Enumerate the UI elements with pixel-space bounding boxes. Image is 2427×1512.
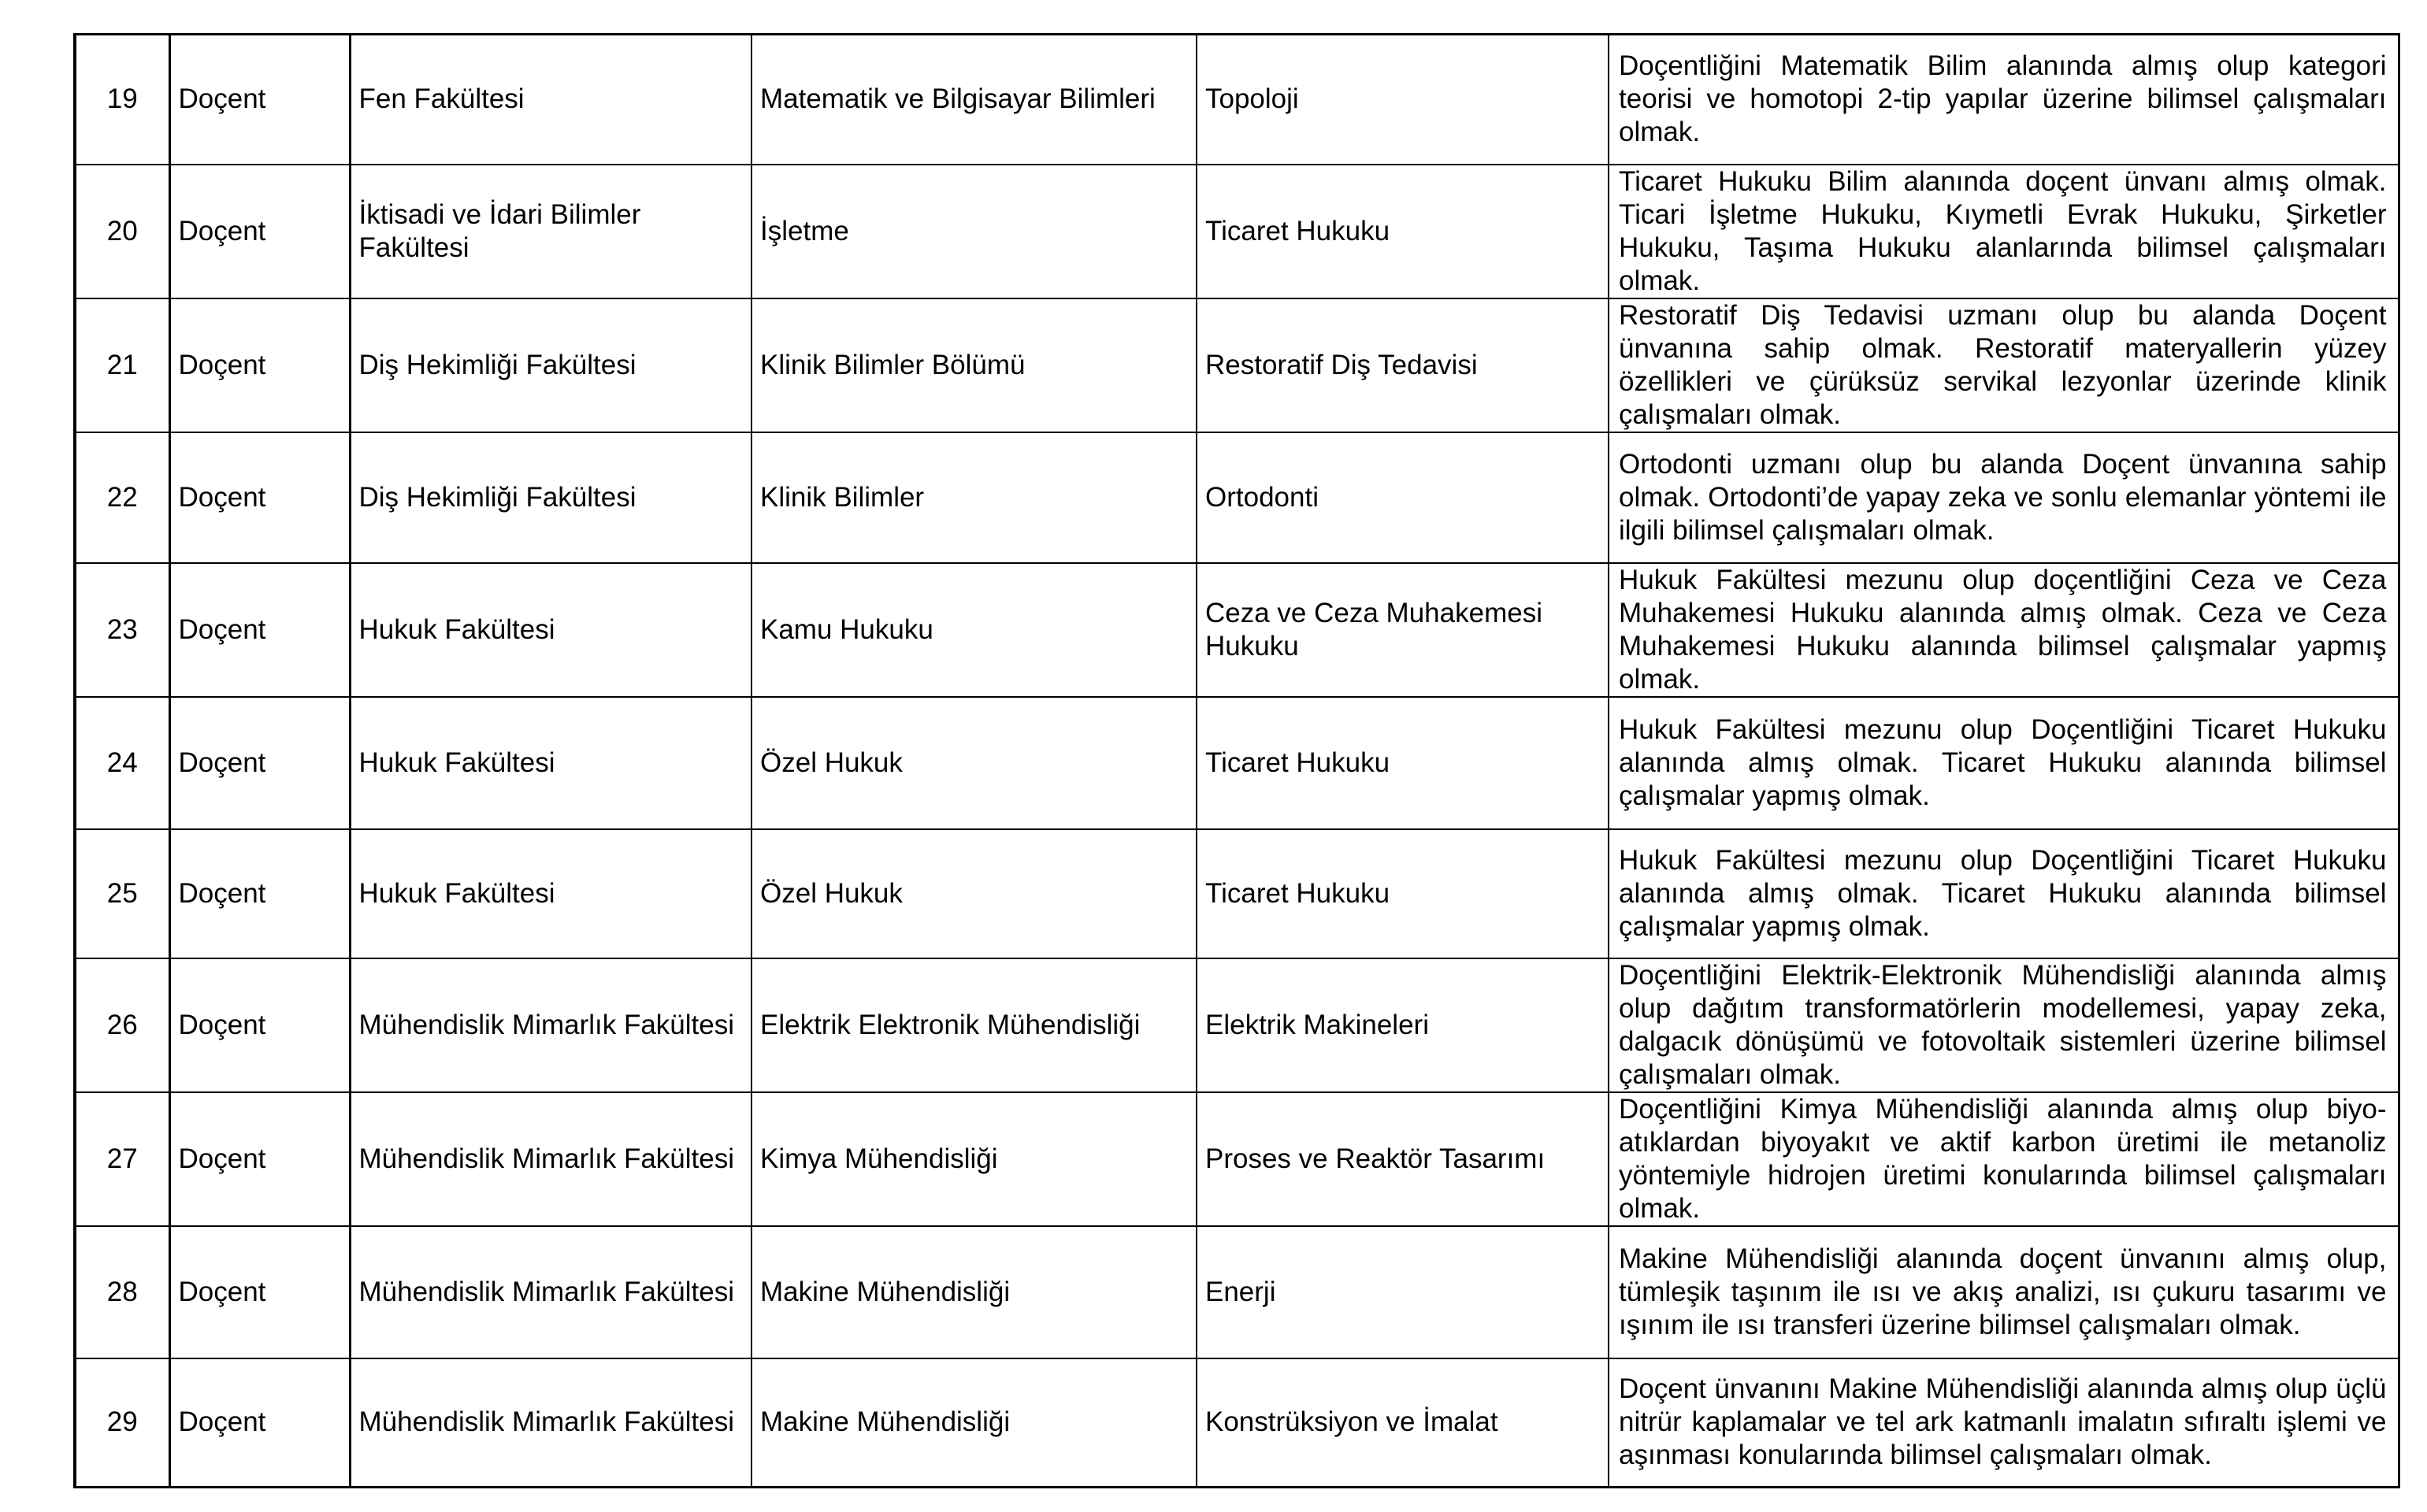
- faculty: Fen Fakültesi: [350, 35, 751, 165]
- field: Proses ve Reaktör Tasarımı: [1197, 1092, 1609, 1226]
- requirements: Hukuk Fakültesi mezunu olup Doçentliğini Ticaret Hukuku alanında almış olmak. Ticaret Hukuku alanında bilimsel çalışmalar yapmış olmak.: [1609, 697, 2399, 829]
- field: Ceza ve Ceza Muhakemesi Hukuku: [1197, 563, 1609, 697]
- faculty: Mühendislik Mimarlık Fakültesi: [350, 1092, 751, 1226]
- department: Matematik ve Bilgisayar Bilimleri: [751, 35, 1197, 165]
- requirements: Makine Mühendisliği alanında doçent ünvanını almış olup, tümleşik taşınım ile ısı ve akış analizi, ısı çukuru tasarımı ve ışınım ile ısı transferi üzerine bilimsel çalışmaları olmak.: [1609, 1226, 2399, 1358]
- faculty: Diş Hekimliği Fakültesi: [350, 432, 751, 563]
- table-row: [75, 432, 2399, 563]
- row-number: 20: [75, 165, 169, 298]
- faculty: Mühendislik Mimarlık Fakültesi: [350, 1226, 751, 1358]
- academic-title: Doçent: [169, 1358, 350, 1488]
- department: Klinik Bilimler: [751, 432, 1197, 563]
- row-number: 28: [75, 1226, 169, 1358]
- department: Makine Mühendisliği: [751, 1358, 1197, 1488]
- table-row: [75, 298, 2399, 432]
- field: Enerji: [1197, 1226, 1609, 1358]
- row-number: 25: [75, 829, 169, 958]
- field: Elektrik Makineleri: [1197, 958, 1609, 1092]
- requirements: Ticaret Hukuku Bilim alanında doçent ünvanı almış olmak. Ticari İşletme Hukuku, Kıymetli Evrak Hukuku, Şirketler Hukuku, Taşıma Hukuku alanlarında bilimsel çalışmaları olmak.: [1609, 165, 2399, 298]
- requirements: Doçentliğini Matematik Bilim alanında almış olup kategori teorisi ve homotopi 2-tip yapılar üzerine bilimsel çalışmaları olmak.: [1609, 35, 2399, 165]
- academic-title: Doçent: [169, 958, 350, 1092]
- field: Ticaret Hukuku: [1197, 697, 1609, 829]
- requirements: Ortodonti uzmanı olup bu alanda Doçent ünvanına sahip olmak. Ortodonti’de yapay zeka ve sonlu elemanlar yöntemi ile ilgili bilimsel çalışmaları olmak.: [1609, 432, 2399, 563]
- field: Ticaret Hukuku: [1197, 165, 1609, 298]
- faculty: Hukuk Fakültesi: [350, 563, 751, 697]
- department: Makine Mühendisliği: [751, 1226, 1197, 1358]
- academic-title: Doçent: [169, 298, 350, 432]
- faculty: Mühendislik Mimarlık Fakültesi: [350, 1358, 751, 1488]
- table-row: [75, 697, 2399, 829]
- row-number: 27: [75, 1092, 169, 1226]
- department: Elektrik Elektronik Mühendisliği: [751, 958, 1197, 1092]
- positions-table: [73, 33, 2400, 1488]
- faculty: Diş Hekimliği Fakültesi: [350, 298, 751, 432]
- department: Özel Hukuk: [751, 829, 1197, 958]
- department: Kimya Mühendisliği: [751, 1092, 1197, 1226]
- row-number: 21: [75, 298, 169, 432]
- row-number: 22: [75, 432, 169, 563]
- table-row: [75, 1358, 2399, 1488]
- requirements: Doçentliğini Kimya Mühendisliği alanında almış olup biyo-atıklardan biyoyakıt ve aktif karbon üretimi ile metanoliz yöntemiyle hidrojen üretimi konularında bilimsel çalışmaları olmak.: [1609, 1092, 2399, 1226]
- faculty: İktisadi ve İdari Bilimler Fakültesi: [350, 165, 751, 298]
- academic-title: Doçent: [169, 697, 350, 829]
- department: İşletme: [751, 165, 1197, 298]
- faculty: Hukuk Fakültesi: [350, 697, 751, 829]
- requirements: Hukuk Fakültesi mezunu olup Doçentliğini Ticaret Hukuku alanında almış olmak. Ticaret Hukuku alanında bilimsel çalışmalar yapmış olmak.: [1609, 829, 2399, 958]
- faculty: Mühendislik Mimarlık Fakültesi: [350, 958, 751, 1092]
- field: Topoloji: [1197, 35, 1609, 165]
- academic-title: Doçent: [169, 563, 350, 697]
- faculty: Hukuk Fakültesi: [350, 829, 751, 958]
- field: Konstrüksiyon ve İmalat: [1197, 1358, 1609, 1488]
- academic-title: Doçent: [169, 35, 350, 165]
- field: Ortodonti: [1197, 432, 1609, 563]
- department: Klinik Bilimler Bölümü: [751, 298, 1197, 432]
- row-number: 23: [75, 563, 169, 697]
- table-row: [75, 958, 2399, 1092]
- table-row: [75, 1226, 2399, 1358]
- table-row: [75, 165, 2399, 298]
- table-row: [75, 35, 2399, 165]
- table-row: [75, 563, 2399, 697]
- academic-title: Doçent: [169, 165, 350, 298]
- academic-title: Doçent: [169, 1092, 350, 1226]
- table-row: [75, 1092, 2399, 1226]
- academic-title: Doçent: [169, 432, 350, 563]
- requirements: Hukuk Fakültesi mezunu olup doçentliğini Ceza ve Ceza Muhakemesi Hukuku alanında almış olmak. Ceza ve Ceza Muhakemesi Hukuku alanında bilimsel çalışmalar yapmış olmak.: [1609, 563, 2399, 697]
- academic-title: Doçent: [169, 1226, 350, 1358]
- department: Kamu Hukuku: [751, 563, 1197, 697]
- requirements: Doçentliğini Elektrik-Elektronik Mühendisliği alanında almış olup dağıtım transformatörlerin modellemesi, yapay zeka, dalgacık dönüşümü ve fotovoltaik sistemleri üzerine bilimsel çalışmaları olmak.: [1609, 958, 2399, 1092]
- requirements: Doçent ünvanını Makine Mühendisliği alanında almış olup üçlü nitrür kaplamalar ve tel ark katmanlı imalatın sıfıraltı işlemi ve aşınması konularında bilimsel çalışmaları olmak.: [1609, 1358, 2399, 1488]
- department: Özel Hukuk: [751, 697, 1197, 829]
- row-number: 29: [75, 1358, 169, 1488]
- academic-title: Doçent: [169, 829, 350, 958]
- field: Ticaret Hukuku: [1197, 829, 1609, 958]
- table-row: [75, 829, 2399, 958]
- requirements: Restoratif Diş Tedavisi uzmanı olup bu alanda Doçent ünvanına sahip olmak. Restoratif materyallerin yüzey özellikleri ve çürüksüz servikal lezyonlar üzerinde klinik çalışmaları olmak.: [1609, 298, 2399, 432]
- row-number: 24: [75, 697, 169, 829]
- field: Restoratif Diş Tedavisi: [1197, 298, 1609, 432]
- row-number: 26: [75, 958, 169, 1092]
- row-number: 19: [75, 35, 169, 165]
